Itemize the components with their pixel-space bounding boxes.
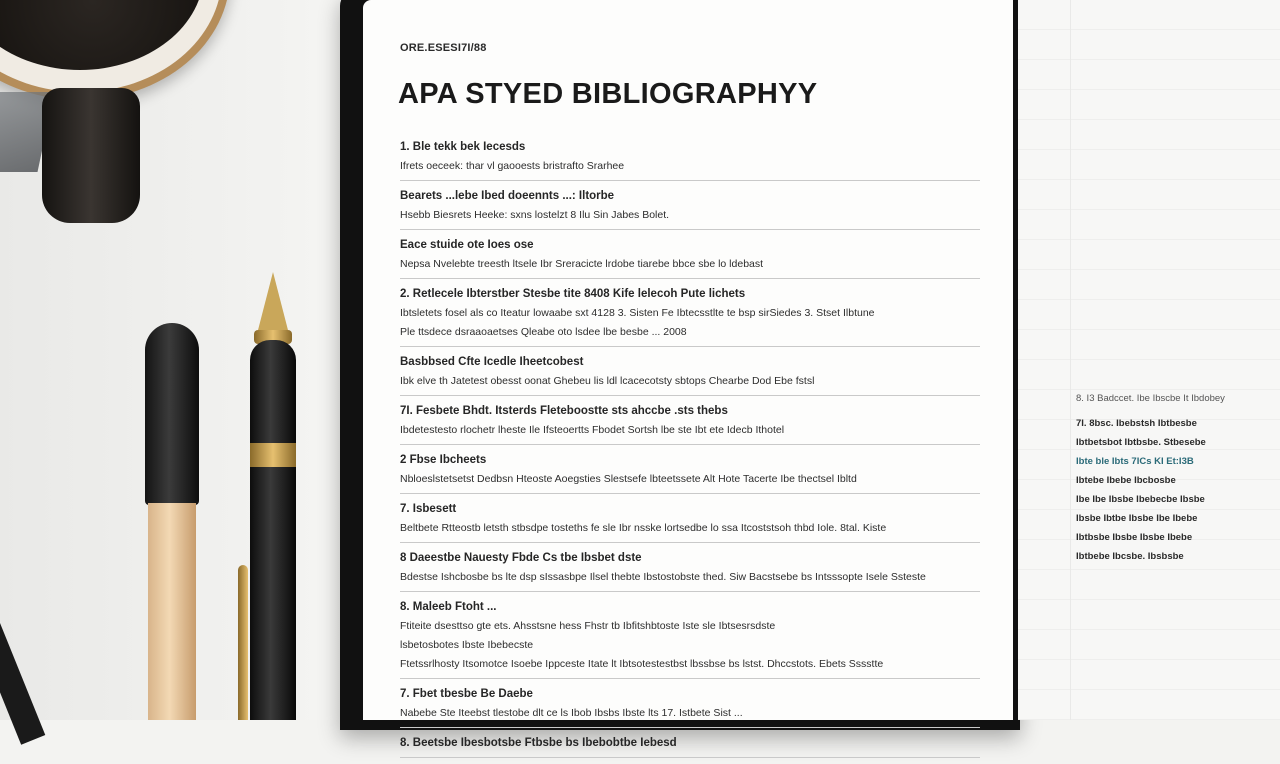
bibliography-entry bbox=[400, 500, 980, 543]
entry-line: Ftetssrlhosty Itsomotce Isoebe Ippceste Itate lt Ibtsotestestbst lbssbse bs lstst. Dhccstots. Ebets Sssstte bbox=[400, 658, 884, 670]
entry-heading: 7. Isbesett bbox=[400, 503, 457, 515]
entry-heading: 8 Daeestbe Nauesty Fbde Cs tbe Ibsbet dste bbox=[400, 552, 642, 564]
bibliography-entries bbox=[400, 138, 980, 764]
entry-line: Hsebb Biesrets Heeke: sxns lostelzt 8 Ilu Sin Jabes Bolet. bbox=[400, 209, 670, 221]
entry-line: Nabebe Ste Iteebst tlestobe dlt ce ls Ibob Ibsbs Ibste lts 17. Istbete Sist ... bbox=[400, 707, 743, 719]
entry-line: lsbetosbotes Ibste Ibebecste bbox=[400, 639, 534, 651]
bibliography-entry bbox=[400, 138, 980, 181]
bibliography-entry bbox=[400, 734, 980, 758]
side-notes-sheet bbox=[1018, 0, 1280, 720]
entry-heading: Eace stuide ote Ioes ose bbox=[400, 239, 534, 251]
bibliography-entry bbox=[400, 598, 980, 679]
entry-heading: 7. Fbet tbesbe Be Daebe bbox=[400, 688, 533, 700]
side-note-line: Ibtbetsbot Ibtbsbe. Stbesebe bbox=[1076, 437, 1206, 448]
entry-line: Ifrets oeceek: thar vl gaooests bristrafto Srarhee bbox=[400, 160, 625, 172]
fountain-pen-nib bbox=[257, 272, 289, 334]
entry-line: Ibk elve th Jatetest obesst oonat Ghebeu lis ldl lcacecotsty sbtops Chearbe Dod Ebe fstsl bbox=[400, 375, 815, 387]
side-note-line: Ibtbebe Ibcsbe. Ibsbsbe bbox=[1076, 551, 1184, 562]
bibliography-paper bbox=[363, 0, 1013, 749]
side-note-line: Ibte ble Ibts 7ICs KI Et:I3B bbox=[1076, 456, 1194, 467]
fountain-pen-clip bbox=[238, 565, 248, 720]
entry-heading: Bearets ...lebe Ibed doeennts ...: Iltorbe bbox=[400, 190, 615, 202]
side-note-line: Ibsbe Ibtbe Ibsbe Ibe Ibebe bbox=[1076, 513, 1198, 524]
course-code: ORE.ESESI7I/88 bbox=[400, 42, 487, 54]
bibliography-entry bbox=[400, 285, 980, 347]
entry-heading: 1. Ble tekk bek Iecesds bbox=[400, 141, 526, 153]
fountain-pen-body bbox=[250, 340, 296, 720]
entry-line: Ftiteite dsesttso gte ets. Ahsstsne hess Fhstr tb Ibfitshbtoste Iste sle Ibtsesrsdste bbox=[400, 620, 776, 632]
side-notes-heading: 8. I3 Badccet. Ibe Ibscbe It Ibdobey bbox=[1076, 393, 1225, 404]
entry-line: Ibdetestesto rlochetr lheste Ile Ifsteoertts Fbodet Sortsh lbe ste Ibt ete Idecb Ithotel bbox=[400, 424, 785, 436]
bibliography-entry bbox=[400, 402, 980, 445]
entry-heading: 2. Retlecele Ibterstber Stesbe tite 8408 Kife lelecoh Pute lichets bbox=[400, 288, 746, 300]
entry-heading: 8. Maleeb Ftoht ... bbox=[400, 601, 497, 613]
bibliography-entry bbox=[400, 451, 980, 494]
entry-heading: 7I. Fesbete Bhdt. Itsterds Fleteboostte sts ahccbe .sts thebs bbox=[400, 405, 728, 417]
mug-handle bbox=[42, 88, 140, 223]
side-note-line: Ibtbsbe Ibsbe Ibsbe Ibebe bbox=[1076, 532, 1193, 543]
marker-body bbox=[148, 503, 196, 720]
bibliography-entry bbox=[400, 685, 980, 728]
fountain-pen-band bbox=[250, 443, 296, 467]
bibliography-entry bbox=[400, 549, 980, 592]
entry-heading: 2 Fbse Ibcheets bbox=[400, 454, 487, 466]
entry-heading: 8. Beetsbe Ibesbotsbe Ftbsbe bs Ibebobtbe Iebesd bbox=[400, 737, 677, 749]
bibliography-entry bbox=[400, 236, 980, 279]
entry-line: Beltbete Rtteostb letsth stbsdpe tosteths fe sle Ibr nsske lortsedbe lo ssa Itcoststsoh thbd Iole. 8tal. Kiste bbox=[400, 522, 887, 534]
side-note-line: Ibe Ibe Ibsbe Ibebecbe Ibsbe bbox=[1076, 494, 1205, 505]
entry-line: Nepsa Nvelebte treesth ltsele Ibr Sreracicte lrdobe tiarebe bbce sbe lo ldebast bbox=[400, 258, 764, 270]
bibliography-entry bbox=[400, 187, 980, 230]
side-note-line: Ibtebe Ibebe Ibcbosbe bbox=[1076, 475, 1176, 486]
marker-cap bbox=[145, 323, 199, 505]
side-notes bbox=[1076, 393, 1266, 566]
bibliography-entry bbox=[400, 353, 980, 396]
side-note-line: 7I. 8bsc. Ibebstsh Ibtbesbe bbox=[1076, 418, 1197, 429]
entry-line: Bdestse Ishcbosbe bs lte dsp sIssasbpe Ilsel thebte Ibstostobste thed. Siw Bacstsebe bs Intsssopte Isele Ssteste bbox=[400, 571, 926, 583]
entry-heading: Basbbsed Cfte Icedle Iheetcobest bbox=[400, 356, 584, 368]
entry-line: Ibtsletets fosel als co Iteatur lowaabe sxt 4128 3. Sisten Fe Ibtecsstlte te bsp sirSiedes 3. Stset Ilbtune bbox=[400, 307, 875, 319]
entry-line: Ple ttsdece dsraaoaetses Qleabe oto lsdee lbe besbe ... 2008 bbox=[400, 326, 687, 338]
entry-line: Nbloeslstetsetst Dedbsn Hteoste Aoegsties Slestsefe lbteetssete Alt Hote Tacerte Ibe thectsel Ibltd bbox=[400, 473, 857, 485]
page-title: APA STYED BIBLIOGRAPHYY bbox=[398, 78, 818, 110]
side-margin-line bbox=[1070, 0, 1071, 720]
